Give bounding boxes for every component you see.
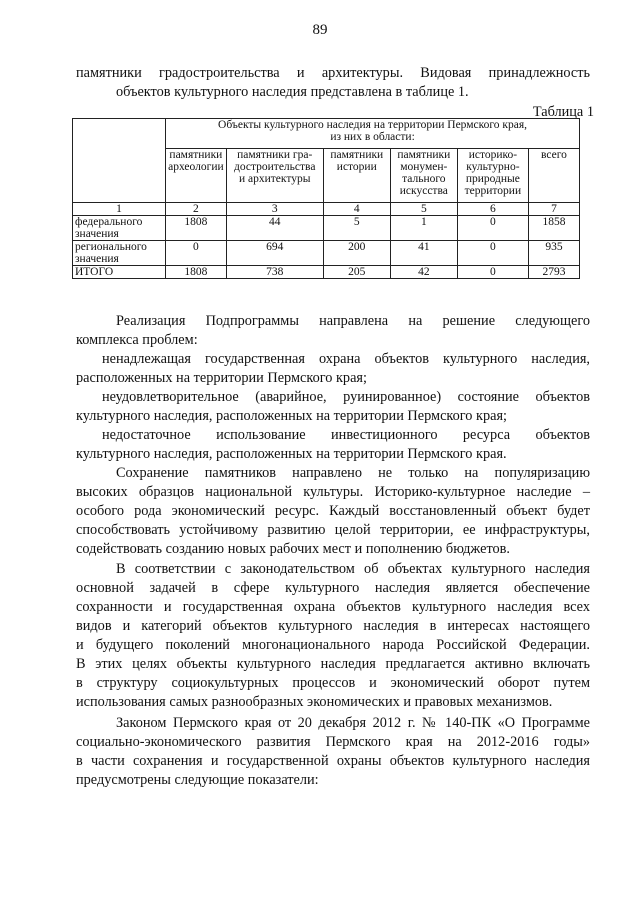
text-line: В этих целях объекты культурного наследия предлагается активно включать <box>76 656 590 672</box>
text-line: памятники градостроительства и архитектуры. Видовая принадлежность <box>76 65 590 81</box>
table-cell: 1 <box>390 216 457 241</box>
index-cell: 3 <box>226 203 323 216</box>
text-line: особого рода экономический ресурс. Каждый восстановленный объект будет <box>76 503 590 519</box>
column-header: памятники археологии <box>166 149 227 203</box>
table-cell: 0 <box>457 216 528 241</box>
body-paragraph <box>76 464 590 559</box>
table-row-total <box>73 266 580 279</box>
table-corner-cell <box>73 119 166 203</box>
group-header-line: Объекты культурного наследия на территории Пермского края, <box>218 119 528 131</box>
table-row <box>73 241 580 266</box>
text-line: Законом Пермского края от 20 декабря 2012 г. № 140-ПК «О Программе <box>116 715 590 731</box>
body-paragraph <box>76 350 590 388</box>
row-label: федерального значения <box>73 216 166 241</box>
index-cell: 7 <box>528 203 579 216</box>
index-cell: 6 <box>457 203 528 216</box>
text-line: сохранности и государственная охрана объектов культурного наследия всех <box>76 599 590 615</box>
table-cell: 738 <box>226 266 323 279</box>
index-cell: 5 <box>390 203 457 216</box>
text-line: способствовать устойчивому развитию целой территории, ее инфраструктуры, <box>76 522 590 538</box>
page-number: 89 <box>312 22 328 38</box>
text-line: предусмотрены следующие показатели: <box>76 772 319 788</box>
text-line: использования самых разнообразных экономических и правовых механизмов. <box>76 694 553 710</box>
table-cell: 42 <box>390 266 457 279</box>
body-paragraph <box>76 560 590 712</box>
text-line: и будущего поколений многонационального народа Российской Федерации. <box>76 637 590 653</box>
text-line: ненадлежащая государственная охрана объектов культурного наследия, <box>102 351 590 367</box>
column-header: памятники истории <box>323 149 390 203</box>
table-cell: 935 <box>528 241 579 266</box>
heritage-objects-table <box>72 118 580 279</box>
text-line: в структуру социокультурных процессов и экономический оборот путем <box>76 675 590 691</box>
table-cell: 0 <box>457 266 528 279</box>
table-cell: 200 <box>323 241 390 266</box>
table-cell: 0 <box>166 241 227 266</box>
table-cell: 2793 <box>528 266 579 279</box>
table-cell: 205 <box>323 266 390 279</box>
text-line: расположенных на территории Пермского края; <box>76 370 367 386</box>
body-paragraph <box>76 388 590 426</box>
column-header: всего <box>528 149 579 203</box>
text-line: В соответствии с законодательством об объектах культурного наследия <box>116 561 590 577</box>
table-cell: 5 <box>323 216 390 241</box>
row-label: регионального значения <box>73 241 166 266</box>
text-line: комплекса проблем: <box>76 332 198 348</box>
text-line: высоких образцов национальной культуры. Историко-культурное наследие – <box>76 484 590 500</box>
table-row <box>73 216 580 241</box>
text-line: в части сохранения и государственной охраны объектов культурного наследия <box>76 753 590 769</box>
table-cell: 0 <box>457 241 528 266</box>
intro-paragraph <box>76 64 590 102</box>
body-paragraph <box>76 312 590 350</box>
index-cell: 4 <box>323 203 390 216</box>
table-index-row <box>73 203 580 216</box>
table-cell: 1808 <box>166 266 227 279</box>
body-paragraph <box>76 714 590 790</box>
text-line: содействовать созданию новых рабочих мест и пополнению бюджетов. <box>76 541 510 557</box>
index-cell: 2 <box>166 203 227 216</box>
text-line: Реализация Подпрограммы направлена на решение следующего <box>116 313 590 329</box>
table-cell: 41 <box>390 241 457 266</box>
index-cell: 1 <box>73 203 166 216</box>
row-label: ИТОГО <box>73 266 166 279</box>
body-paragraph <box>76 426 590 464</box>
text-line: неудовлетворительное (аварийное, руинированное) состояние объектов <box>102 389 590 405</box>
column-header: историко- культурно- природные территории <box>457 149 528 203</box>
text-line: видов и категорий объектов культурного наследия в интересах настоящего <box>76 618 590 634</box>
column-header: памятники гра- достроительства и архитектуры <box>226 149 323 203</box>
table-group-header <box>166 119 580 149</box>
table-cell: 44 <box>226 216 323 241</box>
text-line: культурного наследия, расположенных на территории Пермского края. <box>76 446 507 462</box>
text-line: основной задачей в сфере культурного наследия является обеспечение <box>76 580 590 596</box>
group-header-line: из них в области: <box>330 131 415 143</box>
table-cell: 1858 <box>528 216 579 241</box>
table-cell: 1808 <box>166 216 227 241</box>
table-cell: 694 <box>226 241 323 266</box>
text-line: объектов культурного наследия представлена в таблице 1. <box>116 84 469 100</box>
table-caption: Таблица 1 <box>532 104 594 120</box>
text-line: социально-экономического развития Пермского края на 2012-2016 годы» <box>76 734 590 750</box>
column-header: памятники монумен- тального искусства <box>390 149 457 203</box>
text-line: Сохранение памятников направлено не только на популяризацию <box>116 465 590 481</box>
text-line: недостаточное использование инвестиционного ресурса объектов <box>102 427 590 443</box>
text-line: культурного наследия, расположенных на территории Пермского края; <box>76 408 508 424</box>
